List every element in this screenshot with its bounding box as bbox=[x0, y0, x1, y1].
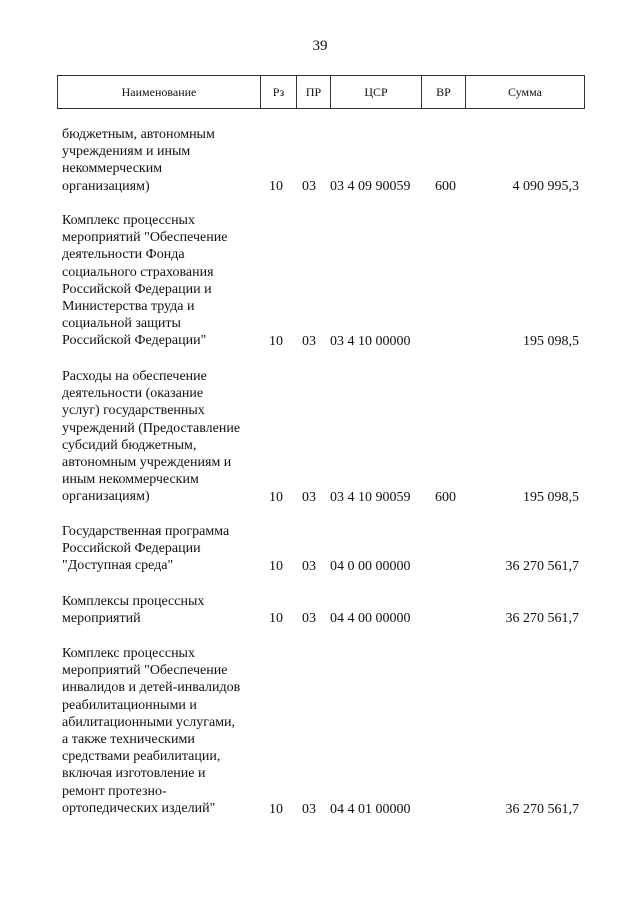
header-sum: Сумма bbox=[508, 84, 542, 99]
table-row bbox=[62, 523, 585, 575]
row-pr: 03 bbox=[302, 558, 316, 574]
table-row bbox=[62, 368, 585, 506]
row-rz: 10 bbox=[269, 333, 283, 349]
row-sum: 36 270 561,7 bbox=[505, 610, 579, 626]
table-row bbox=[62, 126, 585, 195]
table-row bbox=[62, 645, 585, 818]
row-pr: 03 bbox=[302, 610, 316, 626]
table-row bbox=[62, 212, 585, 350]
header-rz: Рз bbox=[261, 76, 297, 108]
row-pr: 03 bbox=[302, 333, 316, 349]
row-name: Государственная программа Российской Федерации "Доступная среда" bbox=[62, 524, 230, 574]
row-sum: 195 098,5 bbox=[523, 333, 579, 349]
header-pr: ПР bbox=[297, 76, 331, 108]
row-pr: 03 bbox=[302, 178, 316, 194]
row-vr: 600 bbox=[435, 178, 456, 194]
row-name: Расходы на обеспечение деятельности (оказание услуг) государственных учреждений (Предоставление субсидий бюджетным, автономным учреждениям и иным некоммерческим организациям) bbox=[62, 369, 241, 505]
row-pr: 03 bbox=[302, 489, 316, 505]
row-csr: 04 4 00 00000 bbox=[330, 610, 411, 626]
row-rz: 10 bbox=[269, 178, 283, 194]
row-rz: 10 bbox=[269, 558, 283, 574]
row-csr: 04 0 00 00000 bbox=[330, 558, 411, 574]
row-vr: 600 bbox=[435, 489, 456, 505]
row-name: Комплекс процессных мероприятий "Обеспечение деятельности Фонда социального страхования Российской Федерации и Министерства труда и социальной защиты Российской Федерации" bbox=[62, 213, 228, 349]
row-csr: 03 4 09 90059 bbox=[330, 178, 411, 194]
row-csr: 03 4 10 90059 bbox=[330, 489, 411, 505]
row-sum: 36 270 561,7 bbox=[505, 558, 579, 574]
row-name: Комплекс процессных мероприятий "Обеспечение инвалидов и детей-инвалидов реабилитационными и абилитационными услугами, а также техническими средствами реабилитации, включая изготовление и ремонт протезно- ортопедических изделий" bbox=[62, 646, 241, 816]
table-header bbox=[57, 75, 585, 109]
row-csr: 04 4 01 00000 bbox=[330, 801, 411, 817]
row-csr: 03 4 10 00000 bbox=[330, 333, 411, 349]
row-pr: 03 bbox=[302, 801, 316, 817]
row-name: бюджетным, автономным учреждениям и иным некоммерческим организациям) bbox=[62, 127, 215, 194]
header-name: Наименование bbox=[58, 76, 261, 108]
row-rz: 10 bbox=[269, 801, 283, 817]
row-sum: 4 090 995,3 bbox=[512, 178, 579, 194]
row-sum: 195 098,5 bbox=[523, 489, 579, 505]
page-number: 39 bbox=[312, 38, 328, 54]
row-rz: 10 bbox=[269, 610, 283, 626]
row-rz: 10 bbox=[269, 489, 283, 505]
header-vr: ВР bbox=[422, 76, 466, 108]
table-row bbox=[62, 593, 585, 627]
header-csr: ЦСР bbox=[331, 76, 422, 108]
row-name: Комплексы процессных мероприятий bbox=[62, 594, 205, 627]
row-sum: 36 270 561,7 bbox=[505, 801, 579, 817]
